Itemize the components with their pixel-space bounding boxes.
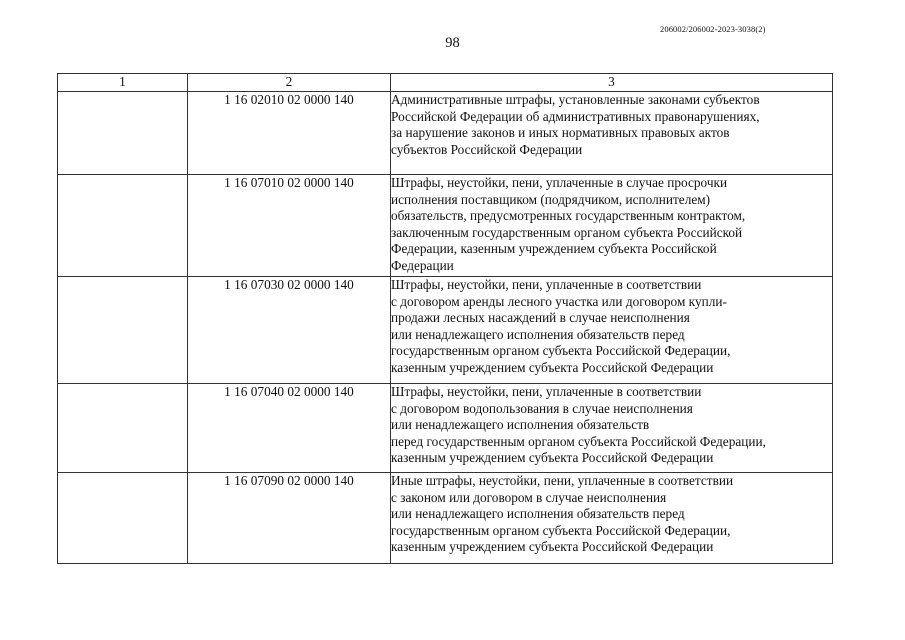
budget-code-cell: 1 16 07030 02 0000 140	[188, 277, 391, 384]
description-cell: Административные штрафы, установленные законами субъектов Российской Федерации об административных правонарушениях, за нарушение законов и иных нормативных правовых актов субъектов Российской Федерации	[391, 92, 833, 175]
table-row	[58, 277, 833, 384]
table-row	[58, 175, 833, 277]
row-col1-cell	[58, 175, 188, 277]
budget-code-cell: 1 16 02010 02 0000 140	[188, 92, 391, 175]
document-id: 206002/206002-2023-3038(2)	[660, 24, 766, 34]
table-header-row	[58, 74, 833, 92]
budget-code-cell: 1 16 07010 02 0000 140	[188, 175, 391, 277]
column-header-3: 3	[391, 74, 833, 92]
row-col1-cell	[58, 92, 188, 175]
column-header-2: 2	[188, 74, 391, 92]
description-cell: Штрафы, неустойки, пени, уплаченные в случае просрочки исполнения поставщиком (подрядчиком, исполнителем) обязательств, предусмотренных государственным контрактом, заключенным государственным органом субъекта Российской Федерации, казенным учреждением субъекта Российской Федерации	[391, 175, 833, 277]
table-row	[58, 384, 833, 473]
row-col1-cell	[58, 384, 188, 473]
table-row	[58, 92, 833, 175]
description-cell: Иные штрафы, неустойки, пени, уплаченные в соответствии с законом или договором в случае неисполнения или ненадлежащего исполнения обязательств перед государственным органом субъекта Российской Федерации, казенным учреждением субъекта Российской Федерации	[391, 473, 833, 564]
budget-code-table	[57, 73, 833, 564]
table-row	[58, 473, 833, 564]
description-cell: Штрафы, неустойки, пени, уплаченные в соответствии с договором аренды лесного участка или договором купли- продажи лесных насаждений в случае неисполнения или ненадлежащего исполнения обязательств перед государственным органом субъекта Российской Федерации, казенным учреждением субъекта Российской Федерации	[391, 277, 833, 384]
description-cell: Штрафы, неустойки, пени, уплаченные в соответствии с договором водопользования в случае неисполнения или ненадлежащего исполнения обязательств перед государственным органом субъекта Российской Федерации, казенным учреждением субъекта Российской Федерации	[391, 384, 833, 473]
row-col1-cell	[58, 473, 188, 564]
budget-code-cell: 1 16 07040 02 0000 140	[188, 384, 391, 473]
column-header-1: 1	[58, 74, 188, 92]
budget-code-cell: 1 16 07090 02 0000 140	[188, 473, 391, 564]
row-col1-cell	[58, 277, 188, 384]
page-number: 98	[445, 35, 460, 51]
